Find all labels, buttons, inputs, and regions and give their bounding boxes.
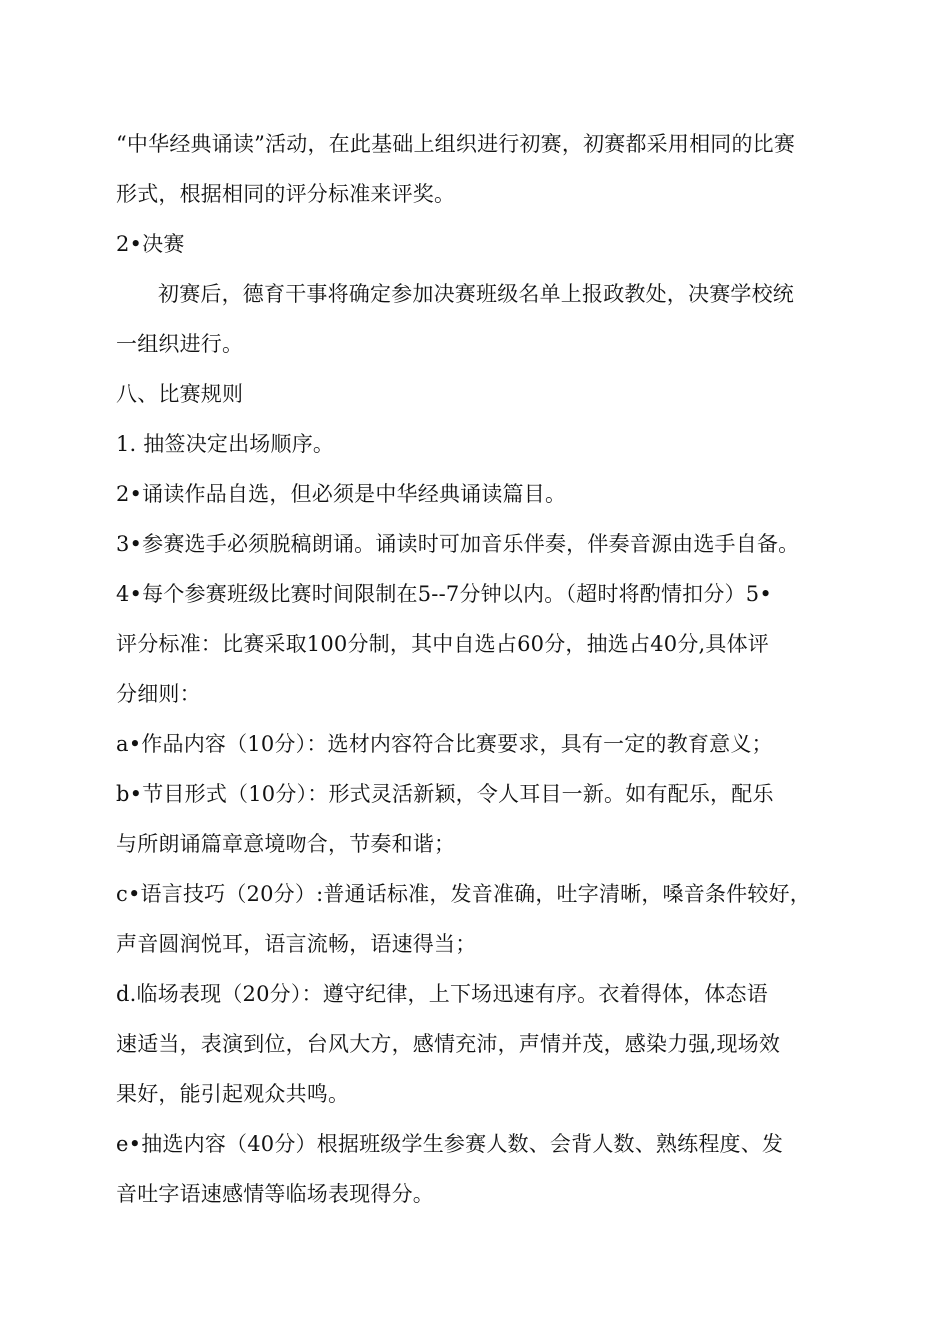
rule-item-1: 1. 抽签决定出场顺序。 (116, 432, 335, 456)
criteria-d: d.临场表现（20分）：遵守纪律，上下场迅速有序。衣着得体，体态语 (116, 982, 768, 1006)
criteria-b-cont: 与所朗诵篇章意境吻合，节奏和谐； (116, 832, 456, 856)
criteria-c-cont: 声音圆润悦耳，语言流畅，语速得当； (116, 932, 477, 956)
criteria-e-cont: 音吐字语速感情等临场表现得分。 (116, 1182, 434, 1206)
text-line-4: 初赛后，德育干事将确定参加决赛班级名单上报政教处，决赛学校统 (158, 282, 794, 306)
criteria-e: e•抽选内容（40分）根据班级学生参赛人数、会背人数、熟练程度、发 (116, 1132, 784, 1156)
criteria-d-cont-2: 果好，能引起观众共鸣。 (116, 1082, 350, 1106)
text-line-5: 一组织进行。 (116, 332, 244, 356)
rule-item-4: 4•每个参赛班级比赛时间限制在5--7分钟以内。（超时将酌情扣分）5• (116, 582, 772, 606)
rule-item-5: 评分标准：比赛采取100分制，其中自选占60分，抽选占40分,具体评 (116, 632, 769, 656)
criteria-c: c•语言技巧（20分）:普通话标准，发音准确，吐字清晰，嗓音条件较好， (116, 882, 811, 906)
rule-item-5-cont: 分细则： (116, 682, 201, 706)
criteria-a: a•作品内容（10分）：选材内容符合比赛要求，具有一定的教育意义； (116, 732, 773, 756)
rule-item-3: 3•参赛选手必须脱稿朗诵。诵读时可加音乐伴奏，伴奏音源由选手自备。 (116, 532, 800, 556)
text-line-1: “中华经典诵读”活动，在此基础上组织进行初赛，初赛都采用相同的比赛 (116, 132, 796, 156)
criteria-b: b•节目形式（10分）：形式灵活新颖，令人耳目一新。如有配乐，配乐 (116, 782, 774, 806)
rule-item-2: 2•诵读作品自选，但必须是中华经典诵读篇目。 (116, 482, 567, 506)
section-heading-rules: 八、比赛规则 (116, 382, 244, 406)
criteria-d-cont-1: 速适当，表演到位，台风大方，感情充沛，声情并茂，感染力强,现场效 (116, 1032, 781, 1056)
section-heading-final: 2•决赛 (116, 232, 185, 256)
text-line-2: 形式，根据相同的评分标准来评奖。 (116, 182, 456, 206)
